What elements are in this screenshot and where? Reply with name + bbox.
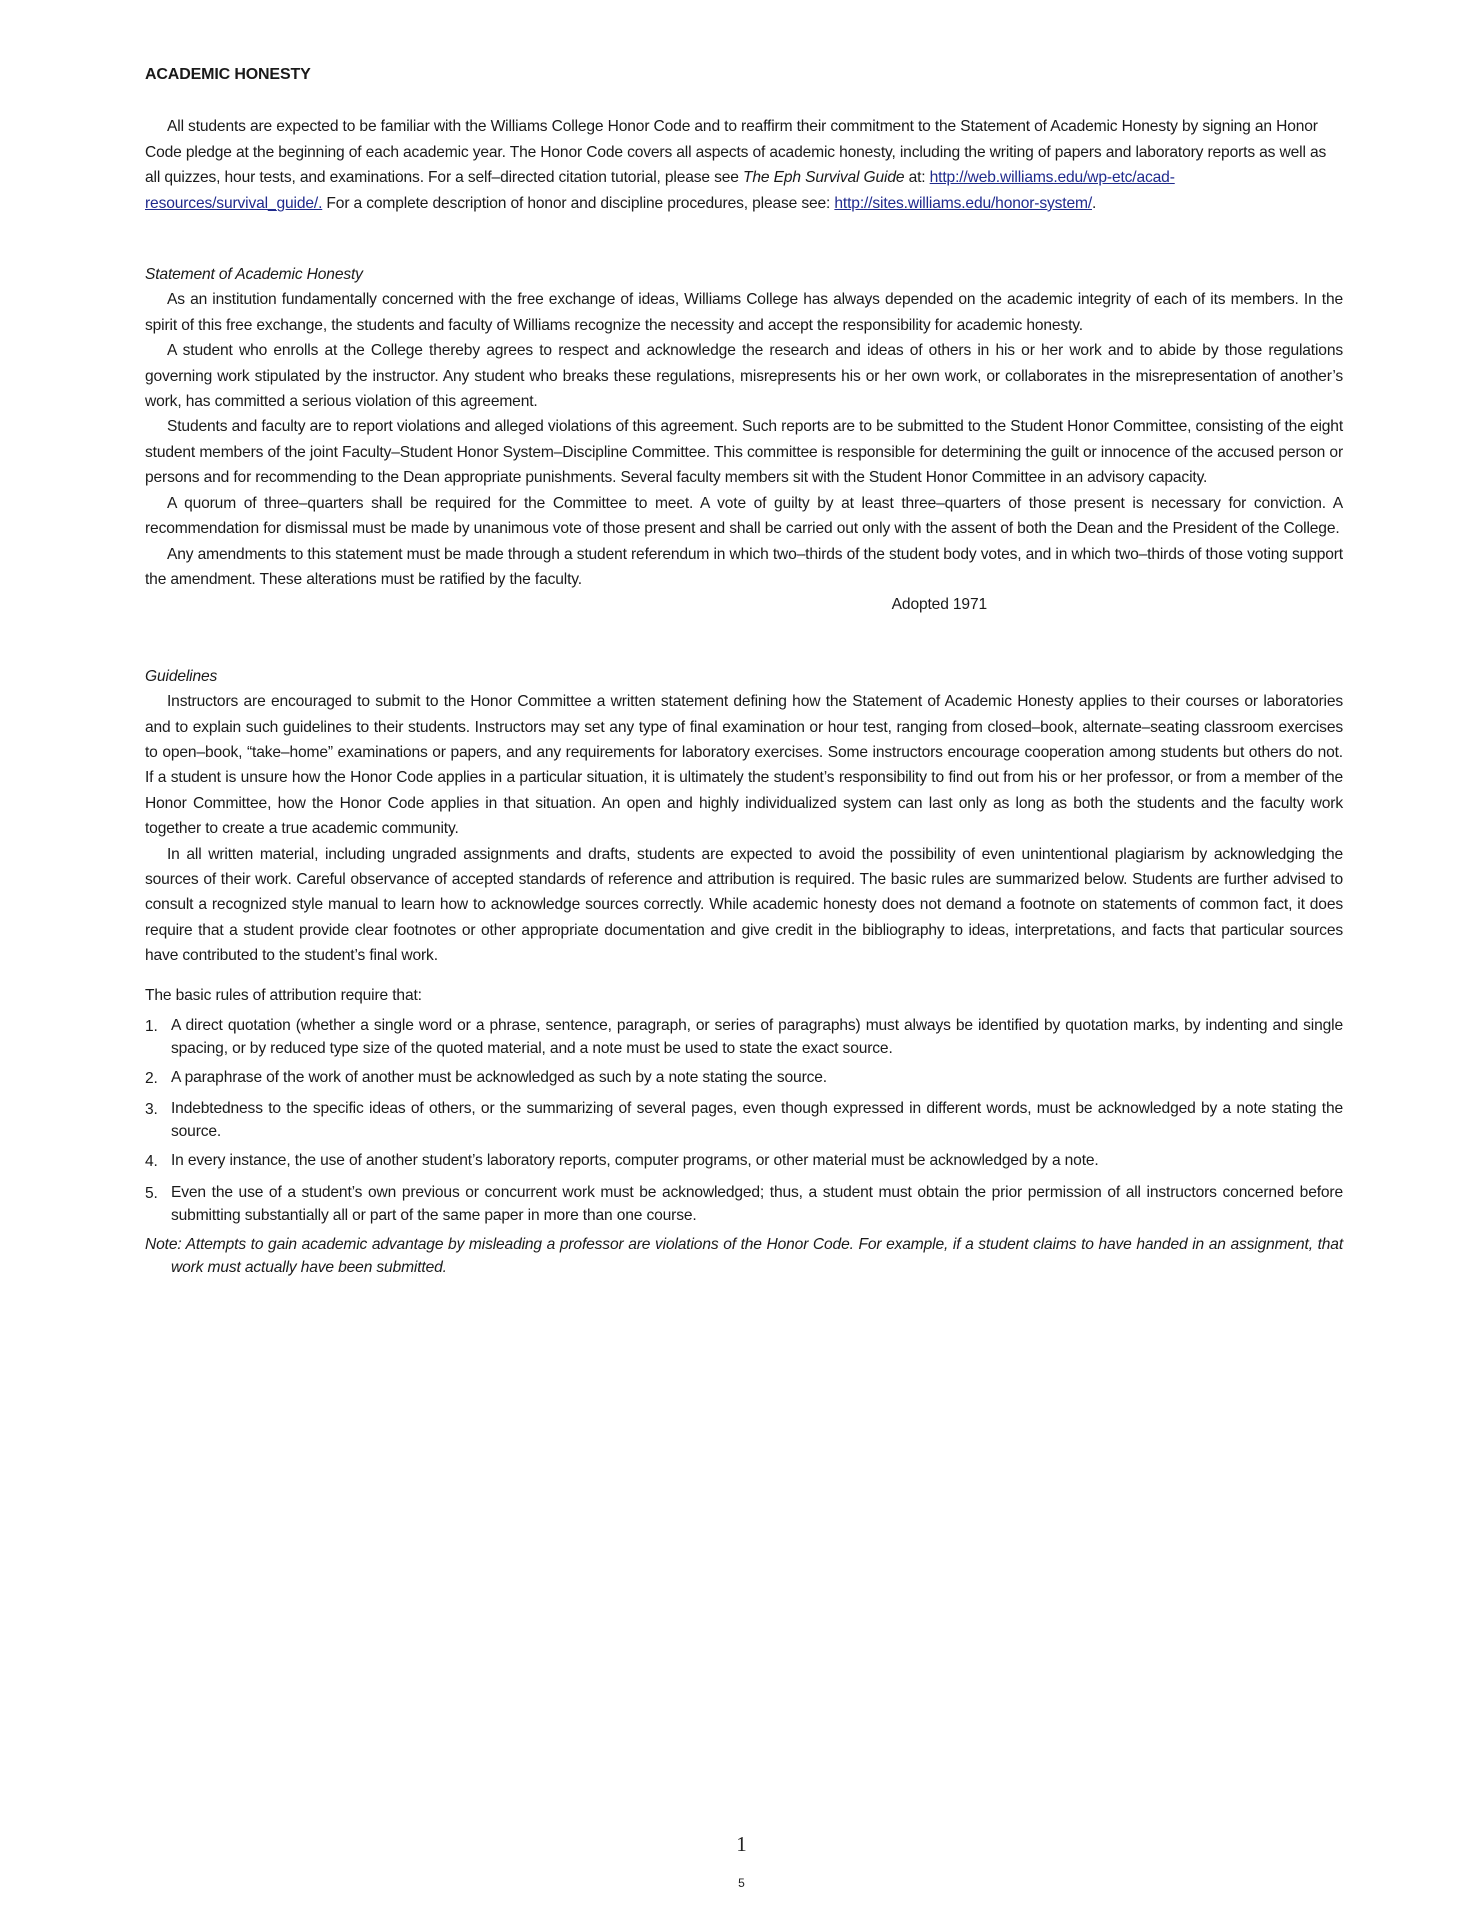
document-page <box>145 62 1343 1279</box>
page-number: 1 <box>736 1832 747 1856</box>
honor-system-link[interactable]: http://sites.williams.edu/honor-system/ <box>834 194 1093 212</box>
intro-text-4: . <box>1092 194 1097 212</box>
statement-paragraph: As an institution fundamentally concerned with the free exchange of ideas, Williams College has always depended on the academic integrity of each of its members. In the spirit of this free exchange, the students and faculty of Williams recognize the necessity and accept the responsibility for academic honesty. <box>145 291 1343 334</box>
guidelines-paragraph: Instructors are encouraged to submit to the Honor Committee a written statement defining how the Statement of Academic Honesty applies to their courses or laboratories and to explain such guidelines to their students. Instructors may set any type of final examination or hour test, ranging from closed–book, alternate–seating classroom exercises to open–book, “take–home” examinations or papers, and any requirements for laboratory exercises. Some instructors encourage cooperation among students but others do not. If a student is unsure how the Honor Code applies in a particular situation, it is ultimately the student’s responsibility to find out from his or her professor, or from a member of the Honor Committee, how the Honor Code applies in that situation. An open and highly individualized system can last only as long as both the students and the faculty work together to create a true academic community. <box>145 693 1343 838</box>
list-item-number: 1. <box>145 1018 158 1035</box>
guidelines-section-title: Guidelines <box>145 667 218 685</box>
list-item <box>145 1097 1343 1143</box>
statement-paragraph: Any amendments to this statement must be made through a student referendum in which two–thirds of the student body votes, and in which two–thirds of those voting support the amendment. These alterations must be ratified by the faculty. <box>145 545 1343 588</box>
list-item-text: Even the use of a student’s own previous or concurrent work must be acknowledged; thus, a student must obtain the prior permission of all instructors concerned before submitting substantially all or part of the same paper in more than one course. <box>171 1183 1343 1224</box>
intro-paragraph <box>145 114 1343 216</box>
statement-paragraph: A student who enrolls at the College thereby agrees to respect and acknowledge the research and ideas of others in his or her work and to abide by those regulations governing work stipulated by the instructor. Any student who breaks these regulations, misrepresents his or her own work, or collaborates in the misrepresentation of another’s work, has committed a serious violation of this agreement. <box>145 342 1343 411</box>
statement-paragraph: A quorum of three–quarters shall be required for the Committee to meet. A vote of guilty by at least three–quarters of those present is necessary for conviction. A recommendation for dismissal must be made by unanimous vote of those present and shall be carried out only with the assent of both the Dean and the President of the College. <box>145 494 1343 538</box>
adopted-date: Adopted 1971 <box>891 596 987 614</box>
list-item-number: 4. <box>145 1153 158 1171</box>
list-item-number: 3. <box>145 1101 158 1119</box>
intro-text-3: For a complete description of honor and discipline procedures, please see: <box>322 194 835 212</box>
survival-guide-link[interactable]: http://web.williams.edu/wp-etc/acad-resources/survival_guide/. <box>145 169 1175 212</box>
list-item-number: 5. <box>145 1184 158 1202</box>
list-item-text: A direct quotation (whether a single word or a phrase, sentence, paragraph, or series of paragraphs) must always be identified by quotation marks, by indenting and single spacing, or by reduced type size of the quoted material, and a note must be used to state the exact source. <box>171 1017 1343 1057</box>
statement-section-title: Statement of Academic Honesty <box>145 266 363 284</box>
list-item-text: In every instance, the use of another student’s laboratory reports, computer programs, or other material must be acknowledged by a note. <box>171 1152 1099 1170</box>
sheet-number: 5 <box>738 1876 745 1890</box>
statement-paragraph: Students and faculty are to report violations and alleged violations of this agreement. Such reports are to be submitted to the Student Honor Committee, consisting of the eight student members of the joint Faculty–Student Honor System–Discipline Committee. This committee is responsible for determining the guilt or innocence of the accused person or persons and for recommending to the Dean appropriate punishments. Several faculty members sit with the Student Honor Committee in an advisory capacity. <box>145 418 1343 487</box>
list-item <box>145 1066 1343 1091</box>
list-item-text: Indebtedness to the specific ideas of others, or the summarizing of several pages, even though expressed in different words, must be acknowledged by a note stating the source. <box>171 1100 1343 1141</box>
survival-guide-title: The Eph Survival Guide <box>743 169 905 187</box>
intro-text-1: All students are expected to be familiar with the Williams College Honor Code and to reaffirm their commitment to the Statement of Academic Honesty by signing an Honor Code pledge at the beginning of each academic year. The Honor Code covers all aspects of academic honesty, including the writing of papers and laboratory reports as well as all quizzes, hour tests, and examinations. For a self–directed citation tutorial, please see <box>145 118 1327 187</box>
list-item <box>145 1149 1343 1174</box>
guidelines-paragraph: In all written material, including ungraded assignments and drafts, students are expected to avoid the possibility of even unintentional plagiarism by acknowledging the sources of their work. Careful observance of accepted standards of reference and attribution is required. The basic rules are summarized below. Students are further advised to consult a recognized style manual to learn how to acknowledge sources correctly. While academic honesty does not demand a footnote on statements of common fact, it does require that a student provide clear footnotes or other appropriate documentation and give credit in the bibliography to ideas, interpretations, and facts that particular sources have contributed to the student’s final work. <box>145 845 1343 965</box>
list-item-number: 2. <box>145 1070 158 1087</box>
page-title: ACADEMIC HONESTY <box>145 66 311 83</box>
rules-intro: The basic rules of attribution require that: <box>145 986 422 1004</box>
intro-text-2: at: <box>904 169 930 187</box>
honor-code-note: Note: Attempts to gain academic advantage by misleading a professor are violations of the Honor Code. For example, if a student claims to have handed in an assignment, that work must actually have been submitted. <box>145 1235 1343 1276</box>
list-item <box>145 1014 1343 1060</box>
attribution-rules-list <box>145 1014 1343 1227</box>
list-item-text: A paraphrase of the work of another must be acknowledged as such by a note stating the source. <box>171 1069 827 1086</box>
list-item <box>145 1181 1343 1227</box>
